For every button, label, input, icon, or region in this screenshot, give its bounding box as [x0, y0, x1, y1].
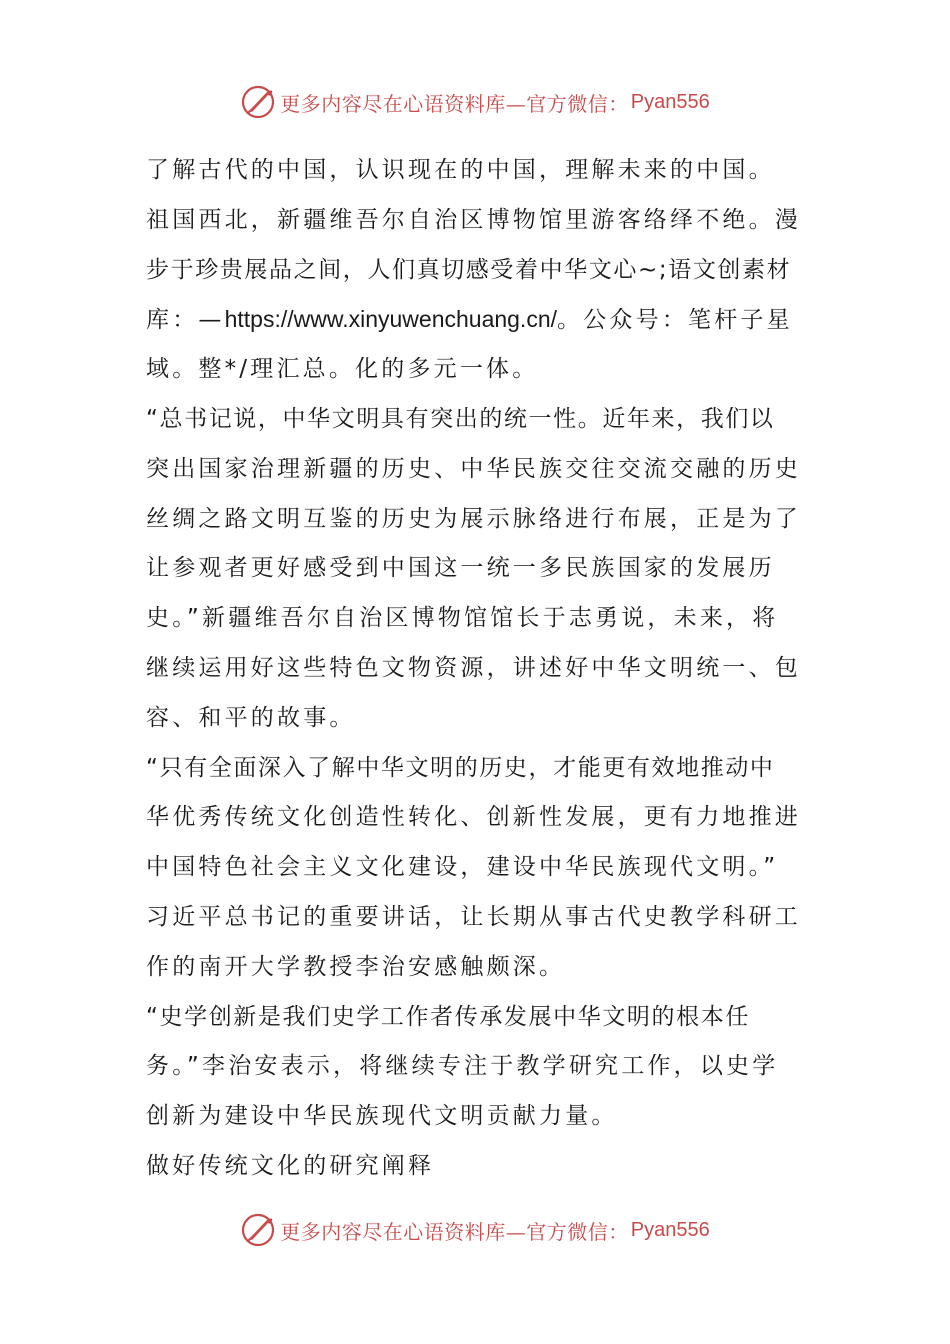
text-line: 继续运用好这些特色文物资源，讲述好中华文明统一、包 [146, 654, 801, 681]
text-line: “只有全面深入了解中华文明的历史，才能更有效地推动中 [146, 754, 775, 781]
website-url: https://www.xinyuwenchuang.cn/ [224, 306, 558, 333]
text-line: 让参观者更好感受到中国这一统一多民族国家的发展历 [146, 555, 775, 582]
footer-wechat-id: Pyan556 [630, 1218, 710, 1241]
text-line: 步于珍贵展品之间，人们真切感受着中华文心~;语文创素材 [146, 256, 792, 283]
section-heading: 做好传统文化的研究阐释 [146, 1152, 435, 1179]
text-line: “总书记说，中华文明具有突出的统一性。近年来，我们以 [146, 405, 775, 432]
text-line: 务。”李治安表示，将继续专注于教学研究工作，以史学 [146, 1053, 779, 1080]
text-line: 突出国家治理新疆的历史、中华民族交往交流交融的历史 [146, 455, 801, 482]
text-line: 了解古代的中国，认识现在的中国，理解未来的中国。 [146, 157, 775, 183]
text-line: 祖国西北，新疆维吾尔自治区博物馆里游客络绎不绝。漫 [146, 206, 801, 233]
quill-pen-logo-icon [240, 84, 276, 120]
text-line: 中国特色社会主义文化建设，建设中华民族现代文明。” [146, 854, 779, 881]
text-line: 域。整*/理汇总。化的多元一体。 [146, 356, 539, 383]
quill-pen-logo-icon [240, 1212, 276, 1248]
text-line: 容、和平的故事。 [146, 704, 356, 731]
header-banner-text: 更多内容尽在心语资料库—官方微信： [280, 91, 629, 116]
text-line: “史学创新是我们史学工作者传承发展中华文明的根本任 [146, 1003, 750, 1030]
text-line: 史。”新疆维吾尔自治区博物馆馆长于志勇说，未来，将 [146, 605, 779, 632]
text-line: 习近平总书记的重要讲话，让长期从事古代史教学科研工 [146, 903, 801, 930]
footer-banner [0, 1208, 950, 1252]
text-fragment: 。公众号：笔杆子星 [557, 307, 793, 334]
text-fragment: 库：— [146, 307, 225, 334]
header-wechat-id: Pyan556 [630, 90, 710, 113]
text-line: 创新为建设中华民族现代文明贡献力量。 [146, 1103, 618, 1130]
text-line: 作的南开大学教授李治安感触颇深。 [146, 953, 566, 980]
article-body [146, 146, 806, 1192]
text-line: 华优秀传统文化创造性转化、创新性发展，更有力地推进 [146, 804, 801, 831]
text-line-with-url [146, 295, 806, 345]
text-line: 丝绸之路文明互鉴的历史为展示脉络进行布展，正是为了 [146, 505, 801, 532]
footer-banner-text: 更多内容尽在心语资料库—官方微信： [280, 1219, 629, 1244]
header-banner [0, 80, 950, 124]
